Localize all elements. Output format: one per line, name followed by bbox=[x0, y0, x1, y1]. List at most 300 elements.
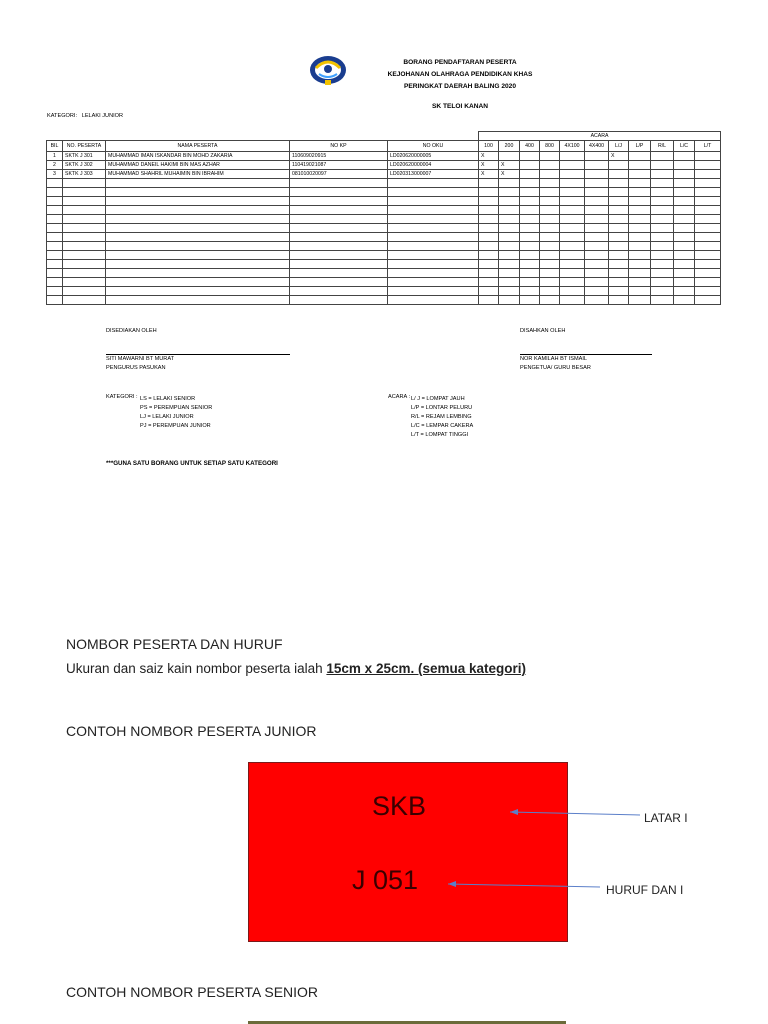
legend-acara-item: L/P = LONTAR PELURU bbox=[411, 405, 473, 411]
table-cell bbox=[540, 233, 560, 242]
table-cell bbox=[520, 206, 540, 215]
table-cell bbox=[560, 179, 585, 188]
table-cell bbox=[695, 233, 721, 242]
table-cell bbox=[290, 233, 388, 242]
table-cell bbox=[629, 260, 651, 269]
table-cell bbox=[520, 188, 540, 197]
table-cell bbox=[290, 206, 388, 215]
table-cell bbox=[388, 206, 479, 215]
table-cell bbox=[520, 287, 540, 296]
table-cell: X bbox=[499, 170, 520, 179]
table-cell bbox=[63, 287, 106, 296]
table-cell: SKTK J 301 bbox=[63, 152, 106, 161]
table-cell bbox=[540, 296, 560, 305]
column-header: 200 bbox=[499, 141, 520, 152]
table-cell bbox=[520, 197, 540, 206]
table-cell bbox=[674, 287, 695, 296]
table-row-empty bbox=[47, 206, 721, 215]
table-cell: 1 bbox=[47, 152, 63, 161]
junior-sample-title: CONTOH NOMBOR PESERTA JUNIOR bbox=[66, 723, 317, 739]
table-cell bbox=[674, 224, 695, 233]
table-cell bbox=[560, 215, 585, 224]
table-cell bbox=[651, 269, 674, 278]
table-cell bbox=[609, 161, 629, 170]
table-cell bbox=[695, 224, 721, 233]
table-cell bbox=[106, 188, 290, 197]
table-cell bbox=[629, 296, 651, 305]
table-cell bbox=[651, 224, 674, 233]
table-cell bbox=[106, 296, 290, 305]
sample-card-line2: J 051 bbox=[352, 865, 419, 895]
table-cell bbox=[585, 260, 609, 269]
legend-kategori-item: LJ = LELAKI JUNIOR bbox=[140, 414, 194, 420]
table-cell: X bbox=[479, 170, 499, 179]
table-cell bbox=[560, 287, 585, 296]
table-cell bbox=[609, 233, 629, 242]
table-cell bbox=[47, 251, 63, 260]
arrow-background-line bbox=[510, 812, 640, 815]
column-header: 400 bbox=[520, 141, 540, 152]
table-cell: 110419021087 bbox=[290, 161, 388, 170]
legend-acara-list bbox=[411, 395, 473, 440]
table-cell bbox=[609, 197, 629, 206]
table-cell bbox=[560, 152, 585, 161]
table-cell bbox=[388, 287, 479, 296]
table-cell: MUHAMMAD DANEIL HAKIMI BIN MAS AZHAR bbox=[106, 161, 290, 170]
column-header: NO OKU bbox=[388, 141, 479, 152]
table-cell bbox=[674, 206, 695, 215]
table-cell bbox=[47, 269, 63, 278]
table-cell bbox=[629, 188, 651, 197]
table-cell bbox=[290, 296, 388, 305]
table-cell bbox=[47, 233, 63, 242]
table-cell bbox=[540, 188, 560, 197]
table-cell bbox=[609, 260, 629, 269]
table-cell bbox=[674, 197, 695, 206]
table-cell bbox=[674, 188, 695, 197]
size-statement bbox=[66, 661, 526, 676]
table-row bbox=[47, 170, 721, 179]
table-cell bbox=[290, 197, 388, 206]
table-cell bbox=[63, 197, 106, 206]
table-row-empty bbox=[47, 287, 721, 296]
table-cell: MUHAMMAD IMAN ISKANDAR BIN MOHD ZAKARIA bbox=[106, 152, 290, 161]
table-cell bbox=[609, 242, 629, 251]
table-cell bbox=[290, 269, 388, 278]
table-cell bbox=[629, 287, 651, 296]
table-cell bbox=[674, 179, 695, 188]
table-cell bbox=[585, 170, 609, 179]
table-cell bbox=[540, 206, 560, 215]
table-cell bbox=[609, 296, 629, 305]
table-cell bbox=[651, 188, 674, 197]
school-logo-icon bbox=[308, 50, 348, 88]
table-cell bbox=[609, 287, 629, 296]
table-cell bbox=[585, 188, 609, 197]
table-cell bbox=[520, 215, 540, 224]
table-cell bbox=[695, 260, 721, 269]
table-cell bbox=[585, 251, 609, 260]
column-header: L/J bbox=[609, 141, 629, 152]
table-cell bbox=[651, 170, 674, 179]
table-cell bbox=[479, 224, 499, 233]
table-cell bbox=[499, 206, 520, 215]
table-cell bbox=[388, 233, 479, 242]
legend-kategori-label: KATEGORI : bbox=[106, 394, 138, 400]
table-cell bbox=[47, 224, 63, 233]
prepared-by-label: DISEDIAKAN OLEH bbox=[106, 328, 157, 334]
table-cell bbox=[674, 260, 695, 269]
table-cell bbox=[47, 287, 63, 296]
form-title: BORANG PENDAFTARAN PESERTA bbox=[403, 59, 517, 66]
table-cell bbox=[651, 161, 674, 170]
table-cell bbox=[63, 296, 106, 305]
category-line bbox=[47, 114, 123, 120]
table-cell bbox=[560, 269, 585, 278]
table-cell bbox=[520, 152, 540, 161]
table-cell bbox=[106, 278, 290, 287]
approved-by-role: PENGETUA/ GURU BESAR bbox=[520, 365, 591, 371]
senior-sample-title: CONTOH NOMBOR PESERTA SENIOR bbox=[66, 984, 319, 1000]
table-cell bbox=[629, 161, 651, 170]
table-cell bbox=[609, 251, 629, 260]
table-row-empty bbox=[47, 224, 721, 233]
table-cell bbox=[560, 206, 585, 215]
table-cell bbox=[540, 215, 560, 224]
table-cell bbox=[651, 215, 674, 224]
column-header: NO KP bbox=[290, 141, 388, 152]
table-cell bbox=[695, 161, 721, 170]
table-cell: LD020620000004 bbox=[388, 161, 479, 170]
registration-table bbox=[46, 131, 721, 305]
table-cell bbox=[674, 251, 695, 260]
column-header: BIL bbox=[47, 141, 63, 152]
table-cell bbox=[520, 269, 540, 278]
table-cell bbox=[629, 179, 651, 188]
table-cell bbox=[674, 278, 695, 287]
table-cell bbox=[651, 260, 674, 269]
table-cell bbox=[629, 233, 651, 242]
category-label: KATEGORI: bbox=[47, 113, 78, 119]
table-cell bbox=[479, 188, 499, 197]
table-cell bbox=[560, 224, 585, 233]
table-cell bbox=[651, 251, 674, 260]
table-cell bbox=[499, 278, 520, 287]
table-cell bbox=[388, 224, 479, 233]
table-cell bbox=[609, 206, 629, 215]
table-cell bbox=[106, 269, 290, 278]
table-cell bbox=[479, 260, 499, 269]
table-cell bbox=[499, 179, 520, 188]
legend-acara-item: L/T = LOMPAT TINGGI bbox=[411, 432, 469, 438]
prepared-by-name: SITI MAWARNI BT MURAT bbox=[106, 356, 175, 362]
table-cell bbox=[388, 296, 479, 305]
table-cell bbox=[609, 179, 629, 188]
table-cell bbox=[695, 287, 721, 296]
table-cell bbox=[651, 278, 674, 287]
table-cell bbox=[290, 251, 388, 260]
table-cell bbox=[106, 251, 290, 260]
table-cell bbox=[585, 179, 609, 188]
table-cell bbox=[540, 170, 560, 179]
table-cell bbox=[674, 233, 695, 242]
table-cell: LD020313000007 bbox=[388, 170, 479, 179]
table-cell bbox=[388, 251, 479, 260]
table-cell bbox=[520, 179, 540, 188]
table-cell bbox=[560, 260, 585, 269]
table-cell bbox=[106, 215, 290, 224]
table-cell bbox=[388, 278, 479, 287]
approved-by-signature-line bbox=[520, 354, 652, 355]
table-cell bbox=[585, 197, 609, 206]
column-header: L/C bbox=[674, 141, 695, 152]
table-row-empty bbox=[47, 296, 721, 305]
table-cell bbox=[63, 188, 106, 197]
legend-acara-item: L/ J = LOMPAT JAUH bbox=[411, 396, 465, 402]
table-cell bbox=[479, 242, 499, 251]
table-cell bbox=[651, 152, 674, 161]
table-cell bbox=[520, 260, 540, 269]
table-cell bbox=[479, 233, 499, 242]
approved-by-name: NOR KAMILAH BT ISMAIL bbox=[520, 356, 588, 362]
table-cell bbox=[47, 260, 63, 269]
table-cell bbox=[290, 215, 388, 224]
prepared-by-role: PENGURUS PASUKAN bbox=[106, 365, 166, 371]
table-cell bbox=[106, 224, 290, 233]
table-cell: 3 bbox=[47, 170, 63, 179]
table-cell bbox=[520, 233, 540, 242]
legend-acara-item: L/C = LEMPAR CAKERA bbox=[411, 423, 474, 429]
table-cell bbox=[651, 296, 674, 305]
table-cell bbox=[388, 242, 479, 251]
table-cell bbox=[695, 296, 721, 305]
table-cell bbox=[47, 296, 63, 305]
table-cell bbox=[47, 179, 63, 188]
legend-acara-label: ACARA : bbox=[388, 394, 411, 400]
table-row-empty bbox=[47, 233, 721, 242]
table-header-columns bbox=[47, 141, 721, 152]
table-cell bbox=[695, 188, 721, 197]
column-header: L/T bbox=[695, 141, 721, 152]
table-cell bbox=[609, 278, 629, 287]
arrow-letters-label: HURUF DAN I bbox=[606, 883, 684, 897]
table-cell bbox=[47, 215, 63, 224]
table-cell bbox=[388, 269, 479, 278]
table-cell bbox=[629, 269, 651, 278]
table-row-empty bbox=[47, 278, 721, 287]
table-cell bbox=[63, 278, 106, 287]
table-cell bbox=[290, 260, 388, 269]
table-cell: X bbox=[609, 152, 629, 161]
table-cell bbox=[560, 197, 585, 206]
table-cell bbox=[609, 224, 629, 233]
column-header: R/L bbox=[651, 141, 674, 152]
table-cell bbox=[629, 242, 651, 251]
category-value: LELAKI JUNIOR bbox=[81, 113, 124, 119]
table-cell bbox=[695, 242, 721, 251]
table-row bbox=[47, 161, 721, 170]
table-cell bbox=[629, 224, 651, 233]
column-header: 4X400 bbox=[585, 141, 609, 152]
table-cell bbox=[499, 152, 520, 161]
table-cell bbox=[479, 179, 499, 188]
table-cell bbox=[629, 206, 651, 215]
table-cell bbox=[695, 197, 721, 206]
table-cell bbox=[695, 152, 721, 161]
table-cell bbox=[585, 161, 609, 170]
table-cell bbox=[629, 251, 651, 260]
table-cell bbox=[63, 215, 106, 224]
form-note: ***GUNA SATU BORANG UNTUK SETIAP SATU KATEGORI bbox=[106, 460, 278, 467]
table-cell bbox=[651, 287, 674, 296]
table-cell bbox=[479, 269, 499, 278]
table-cell bbox=[651, 179, 674, 188]
event-title: KEJOHANAN OLAHRAGA PENDIDIKAN KHAS bbox=[387, 71, 533, 78]
table-cell bbox=[47, 188, 63, 197]
table-cell bbox=[540, 242, 560, 251]
section-title: NOMBOR PESERTA DAN HURUF bbox=[66, 636, 283, 652]
table-cell: 081010020097 bbox=[290, 170, 388, 179]
table-cell bbox=[629, 152, 651, 161]
sample-card-line1: SKB bbox=[372, 791, 427, 821]
table-cell bbox=[63, 224, 106, 233]
table-cell bbox=[479, 215, 499, 224]
table-cell bbox=[560, 242, 585, 251]
table-cell bbox=[609, 215, 629, 224]
district-title: PERINGKAT DAERAH BALING 2020 bbox=[404, 83, 516, 90]
table-cell bbox=[499, 224, 520, 233]
table-row bbox=[47, 152, 721, 161]
legend-acara-item: R/L = REJAM LEMBING bbox=[411, 414, 472, 420]
table-row-empty bbox=[47, 242, 721, 251]
table-cell bbox=[585, 224, 609, 233]
table-row-empty bbox=[47, 188, 721, 197]
table-cell bbox=[560, 188, 585, 197]
table-cell bbox=[479, 251, 499, 260]
table-cell bbox=[674, 161, 695, 170]
table-cell bbox=[479, 278, 499, 287]
table-cell bbox=[63, 233, 106, 242]
table-cell bbox=[63, 260, 106, 269]
table-cell bbox=[695, 179, 721, 188]
table-cell bbox=[479, 206, 499, 215]
table-cell bbox=[499, 287, 520, 296]
table-cell bbox=[695, 251, 721, 260]
table-cell bbox=[106, 287, 290, 296]
table-cell bbox=[609, 170, 629, 179]
table-cell bbox=[560, 278, 585, 287]
table-cell bbox=[560, 233, 585, 242]
table-cell bbox=[651, 242, 674, 251]
table-cell bbox=[540, 152, 560, 161]
table-row-empty bbox=[47, 179, 721, 188]
table-cell bbox=[63, 269, 106, 278]
arrow-letters-head-icon bbox=[448, 881, 456, 887]
table-cell bbox=[520, 170, 540, 179]
table-cell bbox=[585, 296, 609, 305]
table-cell bbox=[47, 206, 63, 215]
table-cell: LD020620000005 bbox=[388, 152, 479, 161]
column-header: 100 bbox=[479, 141, 499, 152]
table-cell bbox=[499, 215, 520, 224]
acara-header: ACARA bbox=[479, 132, 721, 141]
legend-kategori-list bbox=[140, 395, 212, 431]
table-cell bbox=[560, 296, 585, 305]
table-cell bbox=[106, 242, 290, 251]
table-cell bbox=[520, 242, 540, 251]
arrow-background-head-icon bbox=[510, 809, 518, 815]
table-cell bbox=[695, 278, 721, 287]
table-cell bbox=[540, 287, 560, 296]
table-cell bbox=[290, 242, 388, 251]
table-cell bbox=[520, 161, 540, 170]
column-header: NAMA PESERTA bbox=[106, 141, 290, 152]
table-cell bbox=[651, 206, 674, 215]
prepared-by-signature-line bbox=[106, 354, 290, 355]
table-cell: X bbox=[479, 152, 499, 161]
table-cell bbox=[540, 161, 560, 170]
table-cell bbox=[106, 260, 290, 269]
table-cell bbox=[479, 287, 499, 296]
table-cell bbox=[290, 224, 388, 233]
table-cell bbox=[695, 269, 721, 278]
legend-kategori-item: LS = LELAKI SENIOR bbox=[140, 396, 196, 402]
table-cell bbox=[540, 269, 560, 278]
table-cell bbox=[499, 188, 520, 197]
table-cell bbox=[585, 215, 609, 224]
table-cell bbox=[695, 206, 721, 215]
table-cell bbox=[540, 278, 560, 287]
table-cell bbox=[674, 170, 695, 179]
table-cell bbox=[629, 215, 651, 224]
table-cell bbox=[540, 197, 560, 206]
table-cell bbox=[106, 179, 290, 188]
table-cell bbox=[520, 224, 540, 233]
table-cell bbox=[585, 242, 609, 251]
size-prefix: Ukuran dan saiz kain nombor peserta ialah bbox=[66, 661, 327, 676]
table-cell bbox=[629, 278, 651, 287]
table-cell bbox=[106, 233, 290, 242]
legend-kategori-item: PJ = PEREMPUAN JUNIOR bbox=[140, 423, 211, 429]
table-cell bbox=[674, 269, 695, 278]
table-row-empty bbox=[47, 260, 721, 269]
table-cell bbox=[520, 251, 540, 260]
table-row-empty bbox=[47, 197, 721, 206]
column-header: 4X100 bbox=[560, 141, 585, 152]
table-cell bbox=[695, 170, 721, 179]
table-cell bbox=[609, 188, 629, 197]
table-cell bbox=[499, 251, 520, 260]
table-cell bbox=[47, 242, 63, 251]
table-cell: SKTK J 303 bbox=[63, 170, 106, 179]
table-cell bbox=[540, 179, 560, 188]
table-cell bbox=[585, 152, 609, 161]
size-value: 15cm x 25cm. (semua kategori) bbox=[326, 661, 527, 676]
table-cell bbox=[388, 188, 479, 197]
table-cell bbox=[540, 260, 560, 269]
table-cell bbox=[520, 278, 540, 287]
table-cell bbox=[674, 296, 695, 305]
table-cell bbox=[520, 296, 540, 305]
table-cell bbox=[540, 251, 560, 260]
column-header: NO. PESERTA bbox=[63, 141, 106, 152]
table-cell bbox=[629, 197, 651, 206]
table-cell bbox=[290, 287, 388, 296]
table-cell bbox=[674, 152, 695, 161]
table-row-empty bbox=[47, 251, 721, 260]
legend-kategori-item: PS = PEREMPUAN SENIOR bbox=[140, 405, 213, 411]
table-cell bbox=[651, 197, 674, 206]
